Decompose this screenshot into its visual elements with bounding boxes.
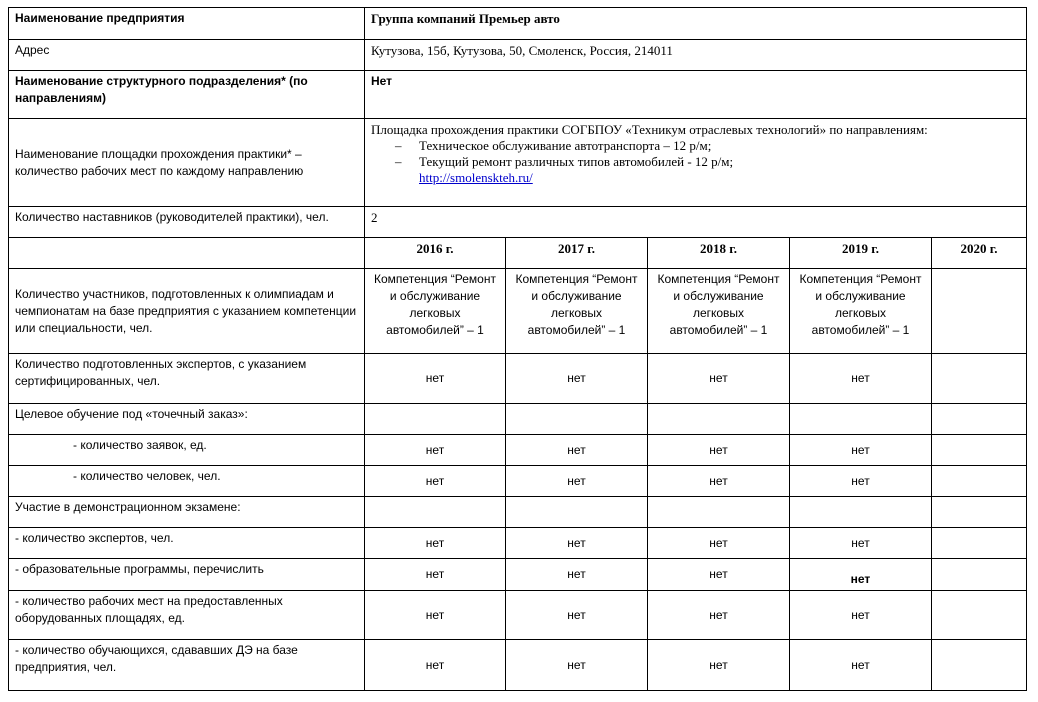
dash-bullet: – (395, 138, 402, 153)
address-label: Адрес (9, 40, 365, 71)
row-demo-students (9, 640, 1027, 691)
site-directions-list (371, 138, 1020, 186)
row-address (9, 40, 1027, 71)
experts-value (932, 354, 1027, 404)
site-direction-item: – Техническое обслуживание автотранспорта – 12 р/м; (395, 138, 712, 153)
target-people-label: - количество человек, чел. (9, 466, 365, 497)
demo-programs-value (932, 559, 1027, 591)
target-people-value: нет (506, 466, 648, 497)
experts-value: нет (506, 354, 648, 404)
unit-label: Наименование структурного подразделения* (по направлениям) (9, 71, 365, 119)
demo-programs-value: нет (790, 559, 932, 591)
demo-experts-value: нет (365, 528, 506, 559)
empty-cell (365, 497, 506, 528)
row-demo-experts (9, 528, 1027, 559)
demo-students-value: нет (506, 640, 648, 691)
site-label: Наименование площадки прохождения практики* – количество рабочих мест по каждому направлению (9, 119, 365, 207)
address-value: Кутузова, 15б, Кутузова, 50, Смоленск, Россия, 214011 (365, 40, 1027, 71)
site-intro: Площадка прохождения практики СОГБПОУ «Техникум отраслевых технологий» по направлениям: (371, 122, 928, 137)
year-header: 2019 г. (790, 238, 932, 269)
demo-experts-value: нет (506, 528, 648, 559)
target-requests-value: нет (506, 435, 648, 466)
row-site (9, 119, 1027, 207)
olympiad-value: Компетенция “Ремонт и обслуживание легковых автомобилей” – 1 (506, 269, 648, 354)
years-header-empty (9, 238, 365, 269)
experts-value: нет (648, 354, 790, 404)
company-label: Наименование предприятия (9, 8, 365, 40)
target-requests-label: - количество заявок, ед. (9, 435, 365, 466)
demo-workplaces-value: нет (365, 591, 506, 640)
target-requests-value: нет (365, 435, 506, 466)
demo-students-value: нет (790, 640, 932, 691)
target-people-value: нет (365, 466, 506, 497)
enterprise-info-table (8, 7, 1027, 691)
row-experts (9, 354, 1027, 404)
row-demo-workplaces (9, 591, 1027, 640)
target-requests-value: нет (790, 435, 932, 466)
demo-label: Участие в демонстрационном экзамене: (9, 497, 365, 528)
year-header: 2018 г. (648, 238, 790, 269)
demo-programs-value: нет (365, 559, 506, 591)
row-mentors (9, 207, 1027, 238)
empty-cell (365, 404, 506, 435)
mentors-value: 2 (365, 207, 1027, 238)
row-target-people (9, 466, 1027, 497)
year-header: 2020 г. (932, 238, 1027, 269)
olympiad-value (932, 269, 1027, 354)
empty-cell (506, 497, 648, 528)
year-header: 2016 г. (365, 238, 506, 269)
document (8, 7, 1027, 691)
site-value (365, 119, 1027, 207)
olympiad-label: Количество участников, подготовленных к олимпиадам и чемпионатам на базе предприятия с указанием компетенции или специальности, чел. (9, 269, 365, 354)
demo-workplaces-value: нет (506, 591, 648, 640)
empty-cell (790, 497, 932, 528)
demo-students-value (932, 640, 1027, 691)
empty-cell (932, 497, 1027, 528)
mentors-label: Количество наставников (руководителей практики), чел. (9, 207, 365, 238)
target-people-value: нет (648, 466, 790, 497)
dash-bullet: – (395, 154, 402, 169)
experts-label: Количество подготовленных экспертов, с указанием сертифицированных, чел. (9, 354, 365, 404)
demo-students-value: нет (648, 640, 790, 691)
empty-cell (648, 404, 790, 435)
demo-workplaces-label: - количество рабочих мест на предоставленных оборудованных площадях, ед. (9, 591, 365, 640)
empty-cell (932, 404, 1027, 435)
demo-programs-value: нет (648, 559, 790, 591)
olympiad-value: Компетенция “Ремонт и обслуживание легковых автомобилей” – 1 (365, 269, 506, 354)
demo-programs-label: - образовательные программы, перечислить (9, 559, 365, 591)
demo-experts-label: - количество экспертов, чел. (9, 528, 365, 559)
experts-value: нет (365, 354, 506, 404)
target-label: Целевое обучение под «точечный заказ»: (9, 404, 365, 435)
target-requests-value: нет (648, 435, 790, 466)
site-link-item (371, 170, 1020, 186)
demo-experts-value (932, 528, 1027, 559)
empty-cell (648, 497, 790, 528)
empty-cell (506, 404, 648, 435)
demo-students-value: нет (365, 640, 506, 691)
row-target (9, 404, 1027, 435)
demo-experts-value: нет (648, 528, 790, 559)
row-olympiad (9, 269, 1027, 354)
target-requests-value (932, 435, 1027, 466)
target-people-value (932, 466, 1027, 497)
site-link[interactable]: http://smolenskteh.ru/ (419, 170, 533, 185)
company-value: Группа компаний Премьер авто (365, 8, 1027, 40)
olympiad-value: Компетенция “Ремонт и обслуживание легковых автомобилей” – 1 (790, 269, 932, 354)
year-header: 2017 г. (506, 238, 648, 269)
olympiad-value: Компетенция “Ремонт и обслуживание легковых автомобилей” – 1 (648, 269, 790, 354)
row-demo-programs (9, 559, 1027, 591)
demo-students-label: - количество обучающихся, сдававших ДЭ на базе предприятия, чел. (9, 640, 365, 691)
empty-cell (790, 404, 932, 435)
site-direction-item: – Текущий ремонт различных типов автомобилей - 12 р/м; (395, 154, 734, 169)
demo-workplaces-value (932, 591, 1027, 640)
target-people-value: нет (790, 466, 932, 497)
experts-value: нет (790, 354, 932, 404)
row-unit (9, 71, 1027, 119)
row-target-requests (9, 435, 1027, 466)
demo-workplaces-value: нет (648, 591, 790, 640)
row-demo (9, 497, 1027, 528)
demo-workplaces-value: нет (790, 591, 932, 640)
row-years-header (9, 238, 1027, 269)
unit-value: Нет (365, 71, 1027, 119)
demo-programs-value: нет (506, 559, 648, 591)
row-company (9, 8, 1027, 40)
demo-experts-value: нет (790, 528, 932, 559)
